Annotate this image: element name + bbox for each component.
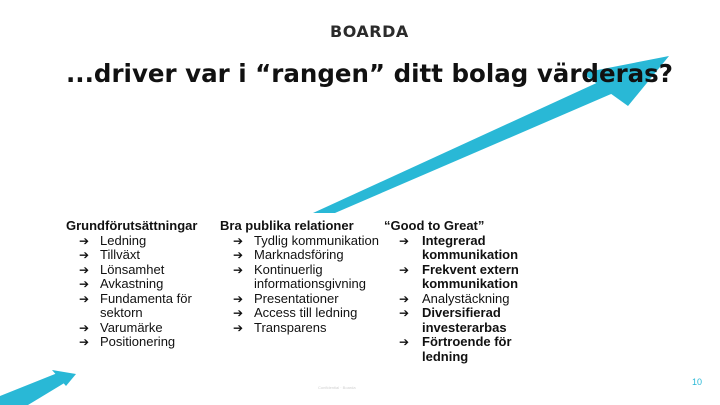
column-grundforutsattningar [66,219,216,350]
list-item [220,234,385,249]
arrow-bullet-icon: ➔ [399,306,410,320]
arrow-bullet-icon: ➔ [399,262,410,277]
arrow-bullet-icon: ➔ [79,277,90,291]
column-header: “Good to Great” [384,218,485,233]
list-item [66,234,216,249]
column-header: Bra publika relationer [220,218,354,233]
list-item-text: Fundamenta för sektorn [100,290,192,320]
arrow-bullet-icon: ➔ [79,233,90,248]
arrow-bullet-icon: ➔ [233,306,244,320]
bullet-list [384,234,544,365]
list-item-text: Tydlig kommunikation [254,232,379,248]
arrow-bullet-icon: ➔ [399,291,410,306]
list-item [220,263,385,292]
arrow-bullet-icon: ➔ [79,262,90,277]
list-item [220,321,385,336]
column-bra-publika-relationer [220,219,385,335]
list-item-text: Analystäckning [422,290,510,306]
arrow-bullet-icon: ➔ [79,320,90,335]
arrow-bullet-icon: ➔ [233,248,244,262]
arrow-bullet-icon: ➔ [399,335,410,349]
arrow-bullet-icon: ➔ [233,262,244,277]
arrow-bullet-icon: ➔ [233,320,244,335]
list-item [66,335,216,350]
list-item-text: Förtroende för ledning [422,334,512,364]
list-item-text: Avkastning [100,276,164,291]
list-item-text: Access till ledning [254,305,358,320]
arrow-bullet-icon: ➔ [233,233,244,248]
bullet-list [66,234,216,350]
list-item-text: Marknadsföring [254,247,344,262]
column-good-to-great [384,219,544,364]
list-item-text: Kontinuerlig informationsgivning [254,261,367,291]
list-item [384,234,544,263]
list-item-text: Positionering [100,334,176,349]
list-item-text: Varumärke [100,319,163,335]
list-item [66,248,216,263]
arrow-bullet-icon: ➔ [79,335,90,349]
list-item-text: Integrerad kommunikation [422,232,519,262]
list-item [384,263,544,292]
boarda-logo: BOARDA [330,22,409,41]
list-item-text: Frekvent extern kommunikation [422,261,519,291]
small-arrow-shaft [0,372,66,405]
arrow-bullet-icon: ➔ [79,248,90,262]
arrow-bullet-icon: ➔ [79,291,90,306]
list-item [220,306,385,321]
arrow-bullet-icon: ➔ [233,291,244,306]
list-item-text: Presentationer [254,290,339,306]
list-item [384,306,544,335]
list-item-text: Ledning [100,232,147,248]
list-item [220,248,385,263]
column-header: Grundförutsättningar [66,218,198,233]
list-item [384,335,544,364]
arrow-bullet-icon: ➔ [399,233,410,248]
list-item [66,263,216,278]
list-item [384,292,544,307]
list-item [66,292,216,321]
slide-title: ...driver var i “rangen” ditt bolag värderas? [66,59,673,88]
page-number: 10 [692,377,703,387]
list-item [220,292,385,307]
footer-note: Confidential · Boarda [318,385,356,390]
bullet-list [220,234,385,336]
list-item-text: Diversifierad investerarbas [422,305,507,335]
list-item [66,277,216,292]
list-item-text: Lönsamhet [100,261,165,277]
list-item-text: Tillväxt [100,247,140,262]
list-item [66,321,216,336]
list-item-text: Transparens [254,319,327,335]
